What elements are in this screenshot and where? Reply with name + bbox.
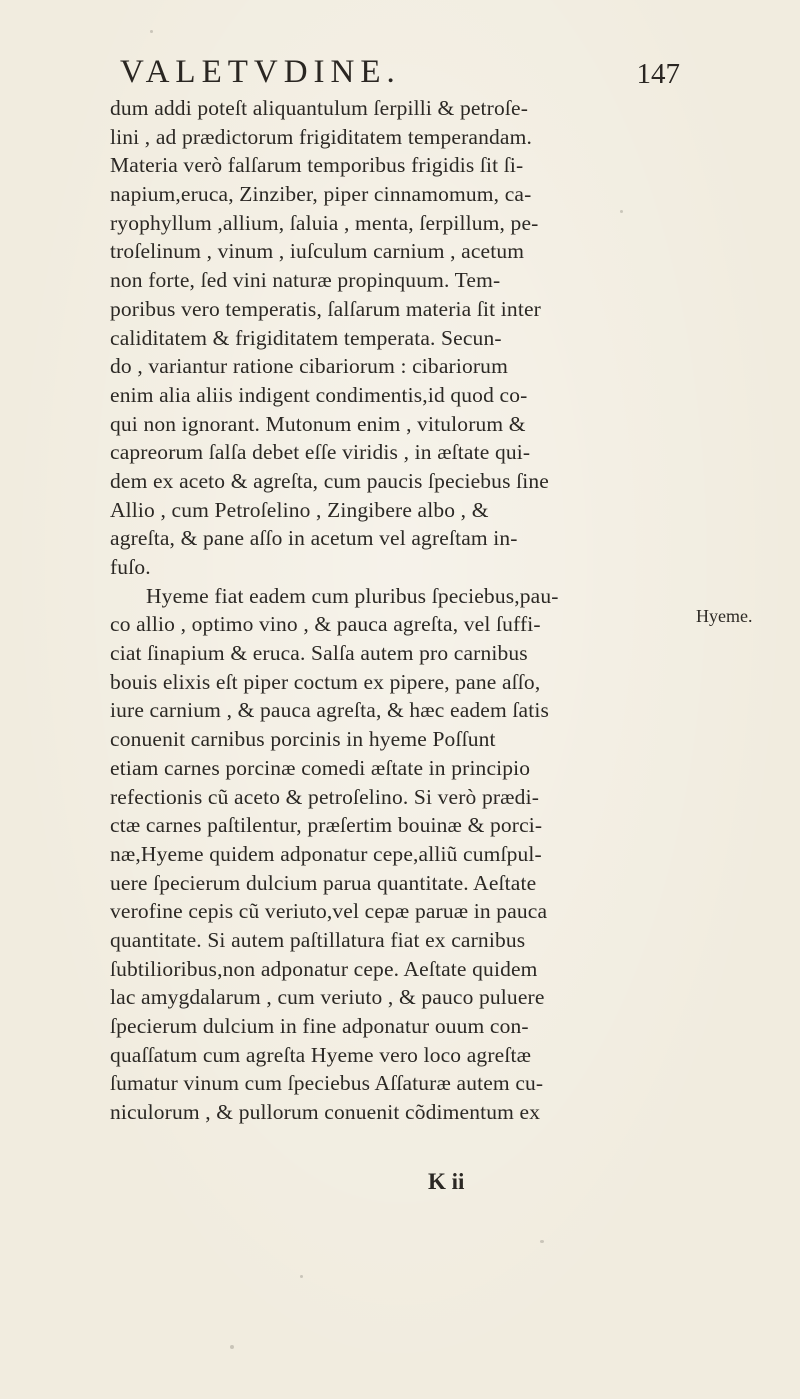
text-line: etiam carnes porcinæ comedi æſtate in principio <box>110 755 531 780</box>
text-line: caliditatem & frigiditatem temperata. Secun- <box>110 325 502 350</box>
text-line: ryophyllum ,allium, ſaluia , menta, ſerpillum, pe- <box>110 210 539 235</box>
text-line: ciat ſinapium & eruca. Salſa autem pro carnibus <box>110 641 528 666</box>
text-line: refectionis cũ aceto & petroſelino. Si verò prædi- <box>110 784 540 809</box>
text-line: iure carnium , & pauca agreſta, & hæc eadem ſatis <box>110 698 549 723</box>
signature-mark: K ii <box>428 1169 465 1194</box>
text-line: quantitate. Si autem paſtillatura fiat ex carnibus <box>110 927 526 952</box>
text-line: non forte, ſed vini naturæ propinquum. Tem- <box>110 268 501 293</box>
body-text <box>110 94 700 1127</box>
text-line: co allio , optimo vino , & pauca agreſta, vel ſuffi- <box>110 612 541 637</box>
text-line: poribus vero temperatis, ſalſarum materia ſit inter <box>110 296 541 321</box>
text-line: enim alia aliis indigent condimentis,id quod co- <box>110 382 528 407</box>
paper-speck <box>150 30 153 33</box>
paragraph-start-line: Hyeme fiat eadem cum pluribus ſpeciebus,pau- <box>146 583 559 608</box>
text-line: ſpecierum dulcium in fine adponatur ouum con- <box>110 1014 529 1038</box>
paper-speck <box>620 210 623 213</box>
text-line: lac amygdalarum , cum veriuto , & pauco puluere <box>110 985 545 1010</box>
text-line: bouis elixis eſt piper coctum ex pipere, pane aſſo, <box>110 669 541 694</box>
text-line: agreſta, & pane aſſo in acetum vel agreſtam in- <box>110 526 518 551</box>
text-line: quaſſatum cum agreſta Hyeme vero loco agreſtæ <box>110 1042 532 1067</box>
paper-speck <box>230 1345 234 1349</box>
text-line: dum addi poteſt aliquantulum ſerpilli & petroſe- <box>110 96 528 120</box>
text-line: ſumatur vinum cum ſpeciebus Aſſaturæ autem cu- <box>110 1071 544 1096</box>
text-line: Allio , cum Petroſelino , Zingibere albo , & <box>110 497 489 522</box>
text-line: troſelinum , vinum , iuſculum carnium , acetum <box>110 239 525 264</box>
text-line: Materia verò falſarum temporibus frigidis ſit ſi- <box>110 153 524 178</box>
text-line: verofine cepis cũ veriuto,vel cepæ paruæ in pauca <box>110 899 548 924</box>
margin-note: Hyeme. <box>696 606 753 626</box>
running-head: VALETVDINE. <box>120 54 401 90</box>
text-line: conuenit carnibus porcinis in hyeme Poſſunt <box>110 727 496 752</box>
text-line: ctæ carnes paſtilentur, præſertim bouinæ & porci- <box>110 813 543 838</box>
text-line: dem ex aceto & agreſta, cum paucis ſpeciebus ſine <box>110 468 549 493</box>
text-line: capreorum ſalſa debet eſſe viridis , in æſtate qui- <box>110 440 531 465</box>
text-line: ſubtilioribus,non adponatur cepe. Aeſtate quidem <box>110 956 538 981</box>
paper-speck <box>540 1240 544 1243</box>
text-line: næ,Hyeme quidem adponatur cepe,alliũ cumſpul- <box>110 841 542 866</box>
text-line: do , variantur ratione cibariorum : cibariorum <box>110 354 508 379</box>
text-line: uere ſpecierum dulcium parua quantitate. Aeſtate <box>110 870 537 895</box>
text-line: fuſo. <box>110 555 151 579</box>
paper-speck <box>300 1275 303 1278</box>
text-line: niculorum , & pullorum conuenit cõdimentum ex <box>110 1100 541 1125</box>
text-line: napium,eruca, Zinziber, piper cinnamomum, ca- <box>110 182 532 207</box>
page-number: 147 <box>636 58 680 90</box>
page-header <box>120 50 680 94</box>
text-line: lini , ad prædictorum frigiditatem temperandam. <box>110 124 533 149</box>
text-line: qui non ignorant. Mutonum enim , vitulorum & <box>110 411 526 436</box>
